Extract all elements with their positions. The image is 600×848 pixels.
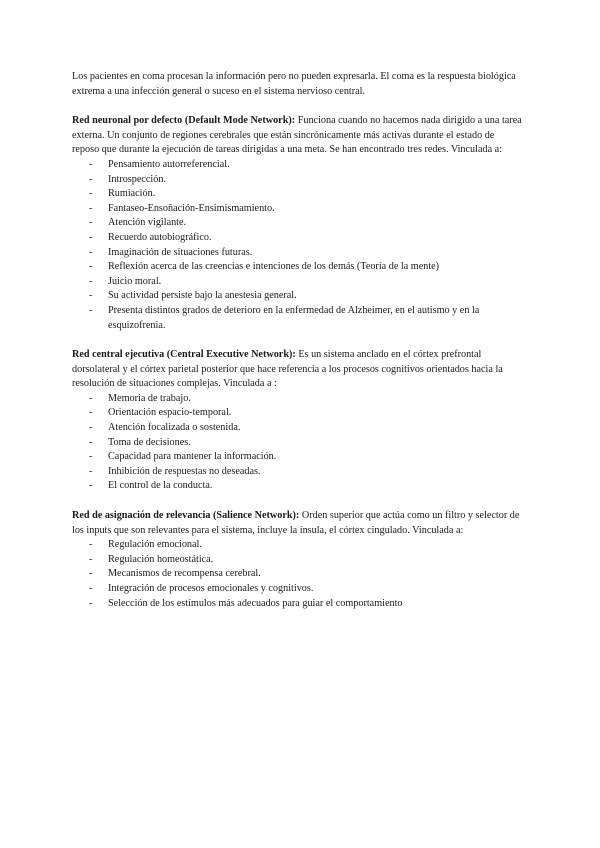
bullet-dash: -: [89, 451, 93, 463]
list-item-text: Recuerdo autobiográfico.: [108, 231, 212, 243]
document-body: [72, 70, 522, 611]
bullet-dash: -: [89, 422, 93, 434]
list-item-text: Memoria de trabajo.: [108, 392, 191, 404]
bullet-dash: -: [89, 202, 93, 214]
section-title: Red central ejecutiva (Central Executive Network):: [72, 349, 296, 361]
bullet-dash: -: [89, 436, 93, 448]
list-item-text: Su actividad persiste bajo la anestesia general.: [108, 290, 297, 302]
list-item: [72, 187, 522, 202]
paragraph-gap: [72, 494, 522, 509]
bullet-dash: -: [89, 539, 93, 551]
list-item-text: Orientación espacio-temporal.: [108, 407, 232, 419]
bullet-dash: -: [89, 158, 93, 170]
list-item: [72, 275, 522, 290]
section-paragraph: [72, 114, 522, 158]
list-item-text: Capacidad para mantener la información.: [108, 451, 277, 463]
list-item-text: Toma de decisiones.: [108, 436, 191, 448]
section-default-mode-network: [72, 114, 522, 333]
list-item: [72, 392, 522, 407]
list-item: [72, 158, 522, 173]
section-title: Red neuronal por defecto (Default Mode Network):: [72, 115, 296, 127]
bullet-dash: -: [89, 261, 93, 273]
list-item-text: Presenta distintos grados de deterioro en la enfermedad de Alzheimer, en el autismo y en la esquizofrenia.: [108, 304, 480, 331]
section-salience-network: [72, 509, 522, 611]
list-item-text: Juicio moral.: [108, 275, 162, 287]
list-item-text: El control de la conducta.: [108, 480, 213, 492]
bullet-dash: -: [89, 553, 93, 565]
list-item-text: Reflexión acerca de las creencias e intenciones de los demás (Teoría de la mente): [108, 261, 440, 273]
list-item-text: Integración de procesos emocionales y cognitivos.: [108, 583, 314, 594]
bullet-dash: -: [89, 275, 93, 287]
bullet-list: [72, 392, 522, 494]
list-item: [72, 465, 522, 480]
list-item: [72, 421, 522, 436]
section-description: Orden superior que actúa como un filtro y selector de los inputs que son relevantes para el sistema, incluye la ínsula, el córtex cingulado. Vinculada a:: [72, 510, 520, 536]
list-item: [72, 450, 522, 465]
list-item: [72, 173, 522, 188]
bullet-dash: -: [89, 246, 93, 258]
list-item: [72, 246, 522, 261]
bullet-dash: -: [89, 231, 93, 243]
bullet-dash: -: [89, 568, 93, 580]
list-item: [72, 436, 522, 451]
section-description: Funciona cuando no hacemos nada dirigido a una tarea externa. Un conjunto de regiones cerebrales que están sincrónicamente más activas durante el estado de reposo que durante la ejecución de tareas dirigidas a una meta. Se han encontrado tres redes. Vinculada a:: [72, 115, 522, 156]
bullet-dash: -: [89, 583, 93, 594]
list-item-text: Mecanismos de recompensa cerebral.: [108, 568, 261, 580]
bullet-dash: -: [89, 597, 93, 609]
list-item-text: Fantaseo-Ensoñación-Ensimismamiento.: [108, 202, 275, 214]
list-item-text: Pensamiento autorreferencial.: [108, 158, 230, 170]
bullet-dash: -: [89, 304, 93, 316]
bullet-dash: -: [89, 290, 93, 302]
section-paragraph: [72, 348, 522, 392]
bullet-dash: -: [89, 188, 93, 200]
list-item: [72, 567, 522, 582]
list-item: [72, 202, 522, 217]
bullet-dash: -: [89, 392, 93, 404]
list-item: [72, 597, 522, 612]
list-item: [72, 231, 522, 246]
section-description: Es un sistema anclado en el córtex prefrontal dorsolateral y el córtex parietal posterior que hace referencia a los procesos cognitivos orientados hacia la resolución de situaciones complejas. Vinculada a :: [72, 349, 503, 390]
list-item-text: Regulación emocional.: [108, 539, 202, 551]
list-item-text: Selección de los estímulos más adecuados para guiar el comportamiento: [108, 597, 403, 609]
list-item: [72, 553, 522, 568]
paragraph-gap: [72, 333, 522, 348]
section-paragraph: [72, 509, 522, 538]
bullet-list: [72, 538, 522, 611]
bullet-dash: -: [89, 480, 93, 492]
bullet-list: [72, 158, 522, 333]
paragraph-gap: [72, 99, 522, 114]
bullet-dash: -: [89, 217, 93, 229]
list-item: [72, 260, 522, 275]
bullet-dash: -: [89, 407, 93, 419]
list-item-text: Atención focalizada o sostenida.: [108, 422, 241, 434]
section-central-executive-network: [72, 348, 522, 494]
list-item: [72, 216, 522, 231]
list-item: [72, 582, 522, 597]
bullet-dash: -: [89, 465, 93, 477]
list-item-text: Rumiación.: [108, 188, 156, 200]
list-item: [72, 479, 522, 494]
list-item-text: Introspección.: [108, 173, 166, 185]
list-item: [72, 406, 522, 421]
list-item: [72, 304, 522, 333]
list-item: [72, 289, 522, 304]
list-item-text: Atención vigilante.: [108, 217, 187, 229]
list-item-text: Inhibición de respuestas no deseadas.: [108, 465, 261, 477]
list-item: [72, 538, 522, 553]
list-item-text: Imaginación de situaciones futuras.: [108, 246, 253, 258]
intro-paragraph: Los pacientes en coma procesan la información pero no pueden expresarla. El coma es la respuesta biológica extrema a una infección general o suceso en el sistema nervioso central.: [72, 71, 516, 97]
section-title: Red de asignación de relevancia (Salience Network):: [72, 510, 300, 522]
list-item-text: Regulación homeostática.: [108, 553, 214, 565]
bullet-dash: -: [89, 173, 93, 185]
